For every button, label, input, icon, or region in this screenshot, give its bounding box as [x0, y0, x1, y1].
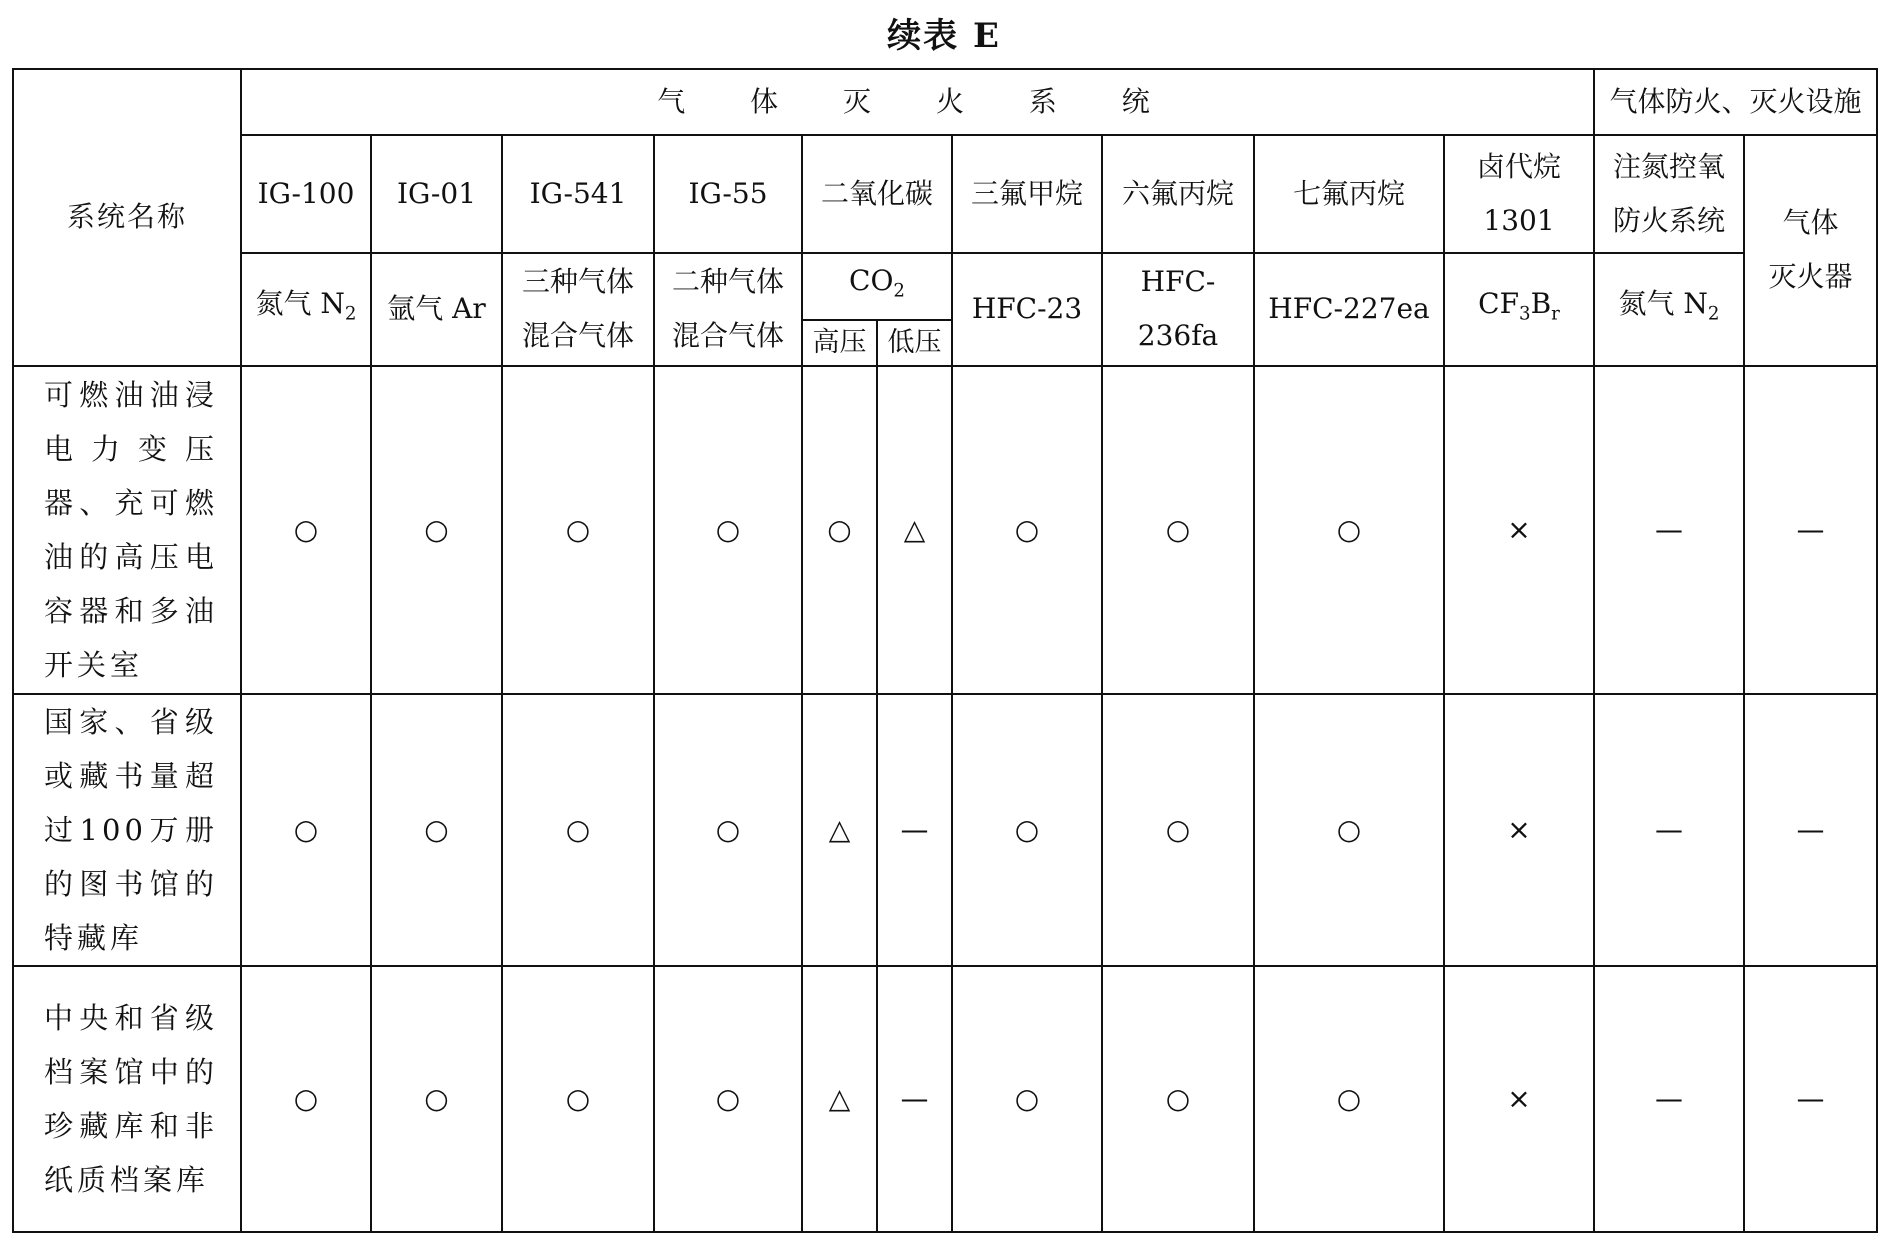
table-row	[13, 694, 1877, 966]
table-title: 续表 E	[887, 16, 1001, 56]
header-code: IG-55	[654, 135, 802, 253]
fire-system-table	[12, 68, 1878, 1233]
mark-cell: —	[1594, 966, 1744, 1232]
header-code: IG-100	[241, 135, 371, 253]
header-code: 二氧化碳	[802, 135, 952, 253]
header-code: IG-01	[371, 135, 502, 253]
mark-cell: —	[1594, 366, 1744, 694]
header-agent: 二种气体 混合气体	[654, 253, 802, 366]
header-agent: $CF_3B_r$	[1444, 253, 1594, 366]
mark-cell: ○	[502, 966, 654, 1232]
mark-cell: ×	[1444, 694, 1594, 966]
header-gas-protect: 气体防火、灭火设施	[1594, 69, 1877, 135]
header-code: 七氟丙烷	[1254, 135, 1444, 253]
mark-cell: —	[1744, 694, 1877, 966]
row-name: 中央和省级档案馆中的珍藏库和非纸质档案库	[13, 966, 241, 1232]
mark-cell: ○	[952, 366, 1102, 694]
mark-cell: ○	[1254, 966, 1444, 1232]
mark-cell: ○	[952, 966, 1102, 1232]
header-agent: 氮气 $N_2$	[241, 253, 371, 366]
mark-cell: ○	[654, 694, 802, 966]
header-agent: 氩气 Ar	[371, 253, 502, 366]
mark-cell: ○	[241, 966, 371, 1232]
header-gas-system: 气 体 灭 火 系 统	[241, 69, 1594, 135]
mark-cell: ○	[371, 694, 502, 966]
mark-cell: ○	[654, 966, 802, 1232]
header-agent: HFC-236fa	[1102, 253, 1254, 366]
mark-cell: ○	[502, 366, 654, 694]
mark-cell: ○	[952, 694, 1102, 966]
mark-cell: ○	[1254, 694, 1444, 966]
header-agent: 三种气体 混合气体	[502, 253, 654, 366]
header-code: 卤代烷 1301	[1444, 135, 1594, 253]
mark-cell: ○	[241, 366, 371, 694]
table-row	[13, 966, 1877, 1232]
header-agent: 氮气 $N_2$	[1594, 253, 1744, 366]
mark-cell: ○	[241, 694, 371, 966]
header-extinguisher: 气体 灭火器	[1744, 135, 1877, 366]
mark-cell: ○	[371, 366, 502, 694]
header-agent: HFC-227ea	[1254, 253, 1444, 366]
mark-cell: △	[802, 966, 877, 1232]
header-agent: $CO_2$	[802, 253, 952, 320]
row-name: 可燃油油浸电力变压器、充可燃油的高压电容器和多油开关室	[13, 366, 241, 694]
mark-cell: ×	[1444, 966, 1594, 1232]
mark-cell: ○	[802, 366, 877, 694]
mark-cell: ○	[1102, 366, 1254, 694]
mark-cell: ○	[1254, 366, 1444, 694]
mark-cell: —	[1744, 966, 1877, 1232]
mark-cell: —	[877, 966, 952, 1232]
mark-cell: ○	[502, 694, 654, 966]
mark-cell: ○	[1102, 694, 1254, 966]
header-code: 注氮控氧 防火系统	[1594, 135, 1744, 253]
mark-cell: ×	[1444, 366, 1594, 694]
header-co2-high: 高压	[802, 320, 877, 366]
mark-cell: △	[877, 366, 952, 694]
mark-cell: ○	[371, 966, 502, 1232]
header-code: 三氟甲烷	[952, 135, 1102, 253]
mark-cell: —	[1594, 694, 1744, 966]
row-name: 国家、省级或藏书量超过100万册的图书馆的特藏库	[13, 694, 241, 966]
mark-cell: —	[877, 694, 952, 966]
mark-cell: △	[802, 694, 877, 966]
mark-cell: —	[1744, 366, 1877, 694]
header-code: 六氟丙烷	[1102, 135, 1254, 253]
table-row	[13, 366, 1877, 694]
header-system-name: 系统名称	[13, 69, 241, 366]
header-agent: HFC-23	[952, 253, 1102, 366]
mark-cell: ○	[1102, 966, 1254, 1232]
mark-cell: ○	[654, 366, 802, 694]
header-code: IG-541	[502, 135, 654, 253]
header-co2-low: 低压	[877, 320, 952, 366]
